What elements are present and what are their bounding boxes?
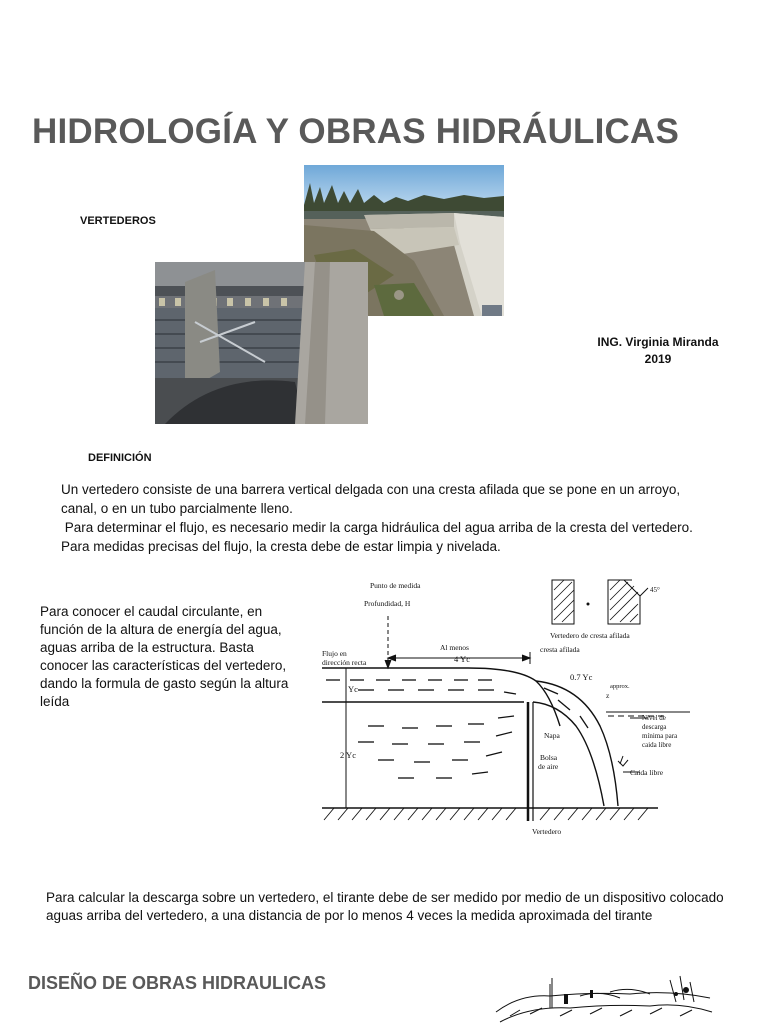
label-z: z	[606, 691, 610, 700]
label-direccion: dirección recta	[322, 658, 367, 667]
label-flujo: Flujo en	[322, 649, 347, 658]
label-profundidad: Profundidad, H	[364, 599, 411, 608]
definition-heading: DEFINICIÓN	[88, 452, 152, 464]
label-vertedero-cresta: Vertedero de cresta afilada	[550, 631, 630, 640]
label-07yc: 0.7 Yc	[570, 672, 593, 682]
label-vertedero: Vertedero	[532, 827, 562, 836]
author-year: 2019	[644, 352, 672, 366]
descarga-text: Para calcular la descarga sobre un vertedero, el tirante debe de ser medido por medio de un dispositivo colocado aguas arriba del vertedero, a una distancia de por lo menos 4 veces la medida aproximada del tirante	[46, 890, 724, 923]
label-bolsa-2: de aire	[538, 762, 559, 771]
weir-sketch-illustration	[490, 972, 715, 1024]
label-nivel-1: Nivel de	[642, 714, 666, 722]
author-name: ING. Virginia Miranda	[597, 335, 719, 349]
label-punto-medida: Punto de medida	[370, 581, 421, 590]
footer-title: DISEÑO DE OBRAS HIDRAULICAS	[28, 973, 327, 993]
spillway-gates-photo	[155, 262, 368, 424]
label-approx: approx.	[610, 683, 630, 690]
page-title: HIDROLOGÍA Y OBRAS HIDRÁULICAS	[32, 112, 680, 151]
label-al-menos: Al menos	[440, 643, 469, 652]
author-block	[578, 334, 738, 368]
label-nivel-2: descarga	[642, 723, 667, 731]
label-yc: Yc	[348, 684, 358, 694]
caudal-text: Para conocer el caudal circulante, en función de la altura de energía del agua, aguas arriba de la estructura. Basta conocer las características del vertedero, dando la formula de gasto según la altura leída	[40, 604, 289, 709]
definition-text	[61, 480, 701, 556]
section-subtitle: VERTEDEROS	[80, 215, 156, 227]
label-nivel-3: mínima para	[642, 732, 678, 740]
label-2yc: 2 Yc	[340, 750, 356, 760]
label-45: 45°	[650, 586, 660, 594]
label-caida-libre: Caida libre	[630, 768, 664, 777]
label-4yc: 4 Yc	[454, 654, 470, 664]
label-napa: Napa	[544, 731, 560, 740]
label-nivel-4: caida libre	[642, 741, 672, 749]
label-cresta-afilada: cresta afilada	[540, 645, 580, 654]
label-bolsa-1: Bolsa	[540, 753, 558, 762]
weir-diagram	[318, 576, 698, 841]
definition-paragraph-1: Un vertedero consiste de una barrera vertical delgada con una cresta afilada que se pone en un arroyo, canal, o en un tubo parcialmente lleno.	[61, 482, 681, 516]
definition-paragraph-2: Para determinar el flujo, es necesario medir la carga hidráulica del agua arriba de la cresta del vertedero. Para medidas precisas del flujo, la cresta debe de estar limpia y nivelada.	[61, 520, 697, 554]
